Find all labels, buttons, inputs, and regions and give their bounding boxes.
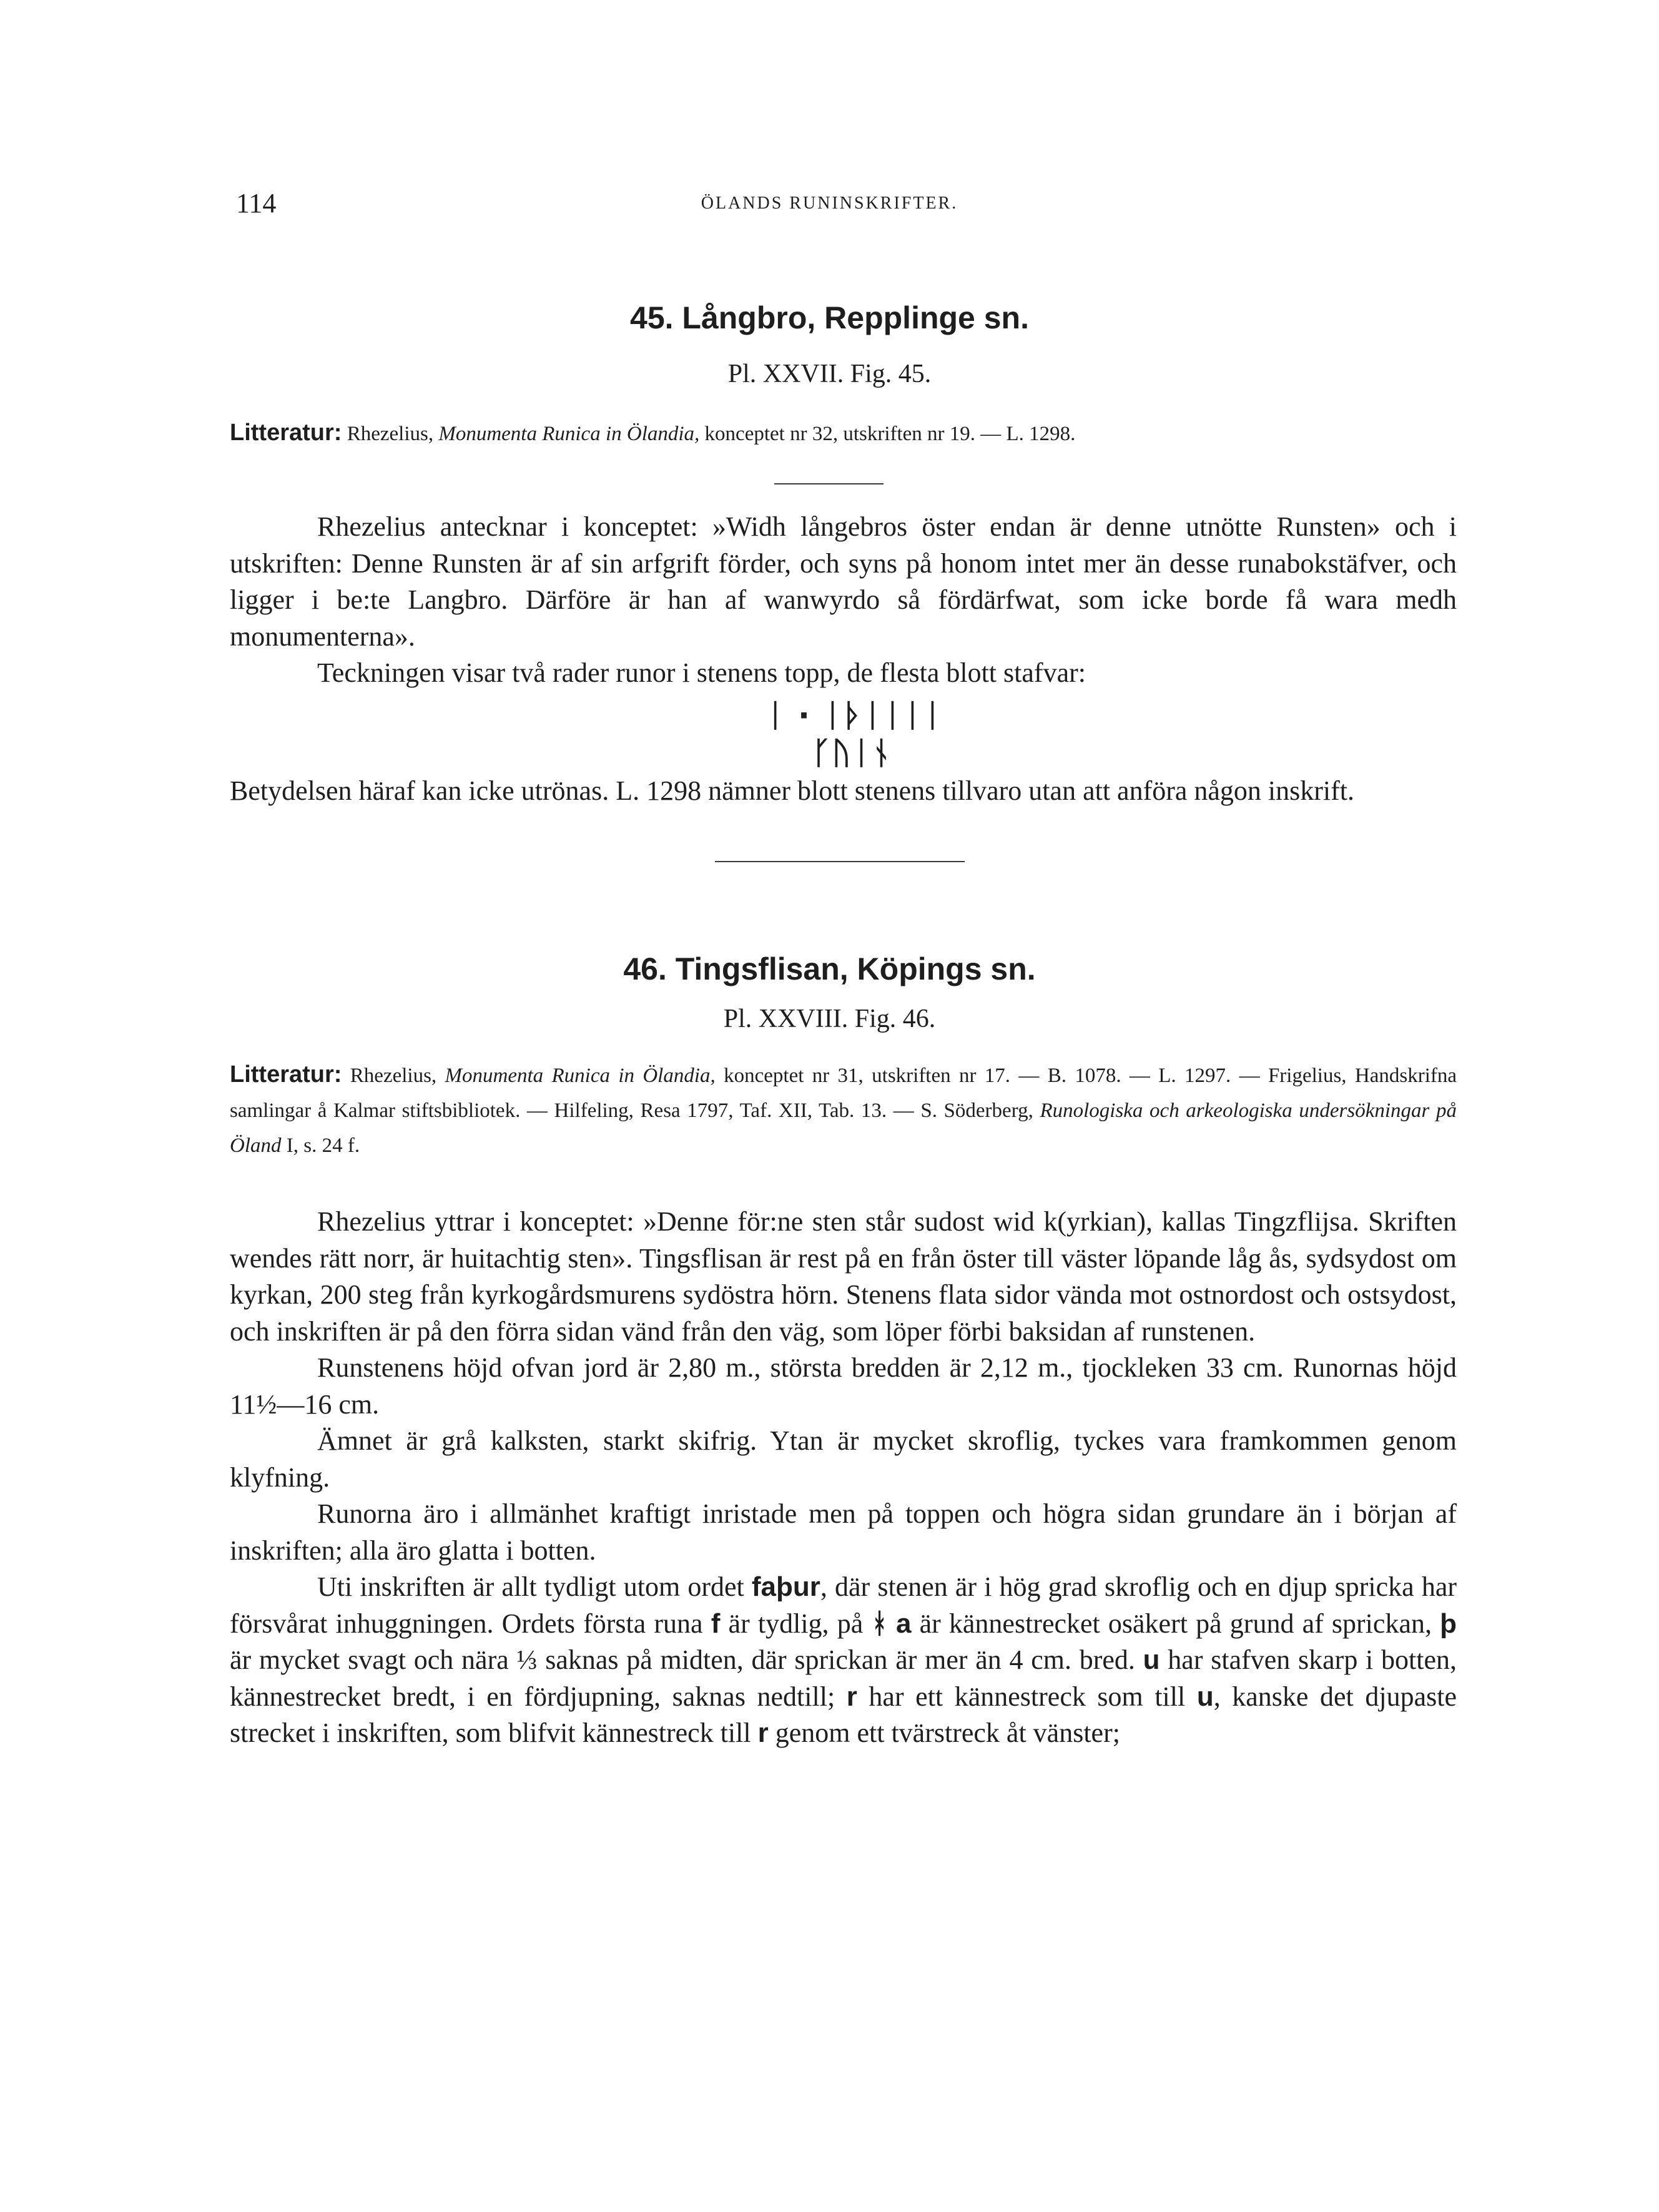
divider: [774, 483, 884, 484]
rune-transliteration: a: [895, 1608, 912, 1639]
text-run: genom ett tvärstreck åt vänster;: [768, 1718, 1120, 1748]
section-46-title: 46. Tingsflisan, Köpings sn.: [623, 951, 1036, 986]
rune-transliteration: f: [711, 1608, 721, 1639]
lit-text: Rhezelius,: [347, 423, 439, 445]
lit-text: Rhezelius,: [350, 1064, 445, 1087]
section-45-literature: [230, 415, 1457, 451]
lit-text: I, s. 24 f.: [281, 1134, 360, 1157]
text-run: , där stenen är i hög grad skroflig och en djup spricka har försvårat inhuggningen. Ordets första runa: [230, 1571, 1457, 1639]
section-45-body-end: [230, 773, 1457, 810]
rune-transliteration: faþur: [751, 1571, 820, 1602]
section-45-title: 45. Långbro, Repplinge sn.: [630, 300, 1029, 335]
page-number: 114: [236, 188, 277, 219]
section-46-plate: Pl. XXVIII. Fig. 46.: [723, 1005, 936, 1033]
paragraph: Runstenens höjd ofvan jord är 2,80 m., största bredden är 2,12 m., tjockleken 33 cm. Runornas höjd 11½—16 cm.: [230, 1352, 1457, 1420]
text-run: Uti inskriften är allt tydligt utom ordet: [317, 1571, 752, 1602]
running-title: ÖLANDS RUNINSKRIFTER.: [701, 194, 958, 213]
divider: [715, 861, 965, 862]
rune-line-2: ᚴᚢᛁᚾ: [812, 735, 892, 771]
section-45-body: [230, 509, 1457, 692]
section-45-plate: Pl. XXVII. Fig. 45.: [727, 360, 932, 388]
rune-transliteration: u: [1196, 1681, 1214, 1712]
rune-transliteration: r: [846, 1681, 857, 1712]
paragraph: Rhezelius antecknar i konceptet: »Widh långebros öster endan är denne utnötte Runsten» och i utskriften: Denne Runsten är af sin arfgrift förder, och syns på honom intet mer än desse runabokstäfver, och ligger i be:te Langbro. Därföre är han af wanwyrdo så fördärfwat, som icke borde få wara medh monumenterna».: [230, 511, 1457, 652]
lit-text: konceptet nr 32, utskriften nr 19. — L. 1298.: [699, 423, 1076, 445]
rune-line-1: ᛁ · ᛁᚦᛁᛁᛁᛁ: [766, 697, 943, 734]
literature-label: Litteratur:: [230, 420, 342, 446]
paragraph: Runorna äro i allmänhet kraftigt inristade men på toppen och högra sidan grundare än i början af inskriften; alla äro glatta i botten.: [230, 1498, 1457, 1566]
section-46-literature: [230, 1057, 1457, 1163]
paragraph: [230, 1569, 1457, 1752]
rune-transliteration: þ: [1440, 1608, 1457, 1639]
text-run: är tydlig, på: [720, 1608, 872, 1639]
text-run: har stafven skarp i botten, kännestrecket bredt, i en fördjupning, saknas nedtill;: [230, 1644, 1457, 1712]
rune-transliteration: r: [757, 1718, 769, 1748]
lit-title: Monumenta Runica in Ölandia,: [445, 1064, 716, 1087]
text-run: , kanske det djupaste strecket i inskriften, som blifvit kännestreck till: [230, 1681, 1457, 1748]
paragraph: Ämnet är grå kalksten, starkt skifrig. Ytan är mycket skroflig, tyckes vara framkommen genom klyfning.: [230, 1425, 1457, 1493]
paragraph: Betydelsen häraf kan icke utrönas. L. 1298 nämner blott stenens tillvaro utan att anföra någon inskrift.: [230, 775, 1355, 806]
paragraph: Rhezelius yttrar i konceptet: »Denne för:ne sten står sudost wid k(yrkian), kallas Tingzflijsa. Skriften wendes rätt norr, är huitachtig sten». Tingsflisan är rest på en från öster till väster löpande låg ås, sydsydost om kyrkan, 200 steg från kyrkogårdsmurens sydöstra hörn. Stenens flata sidor vända mot ostnordost och ostsydost, och inskriften är på den förra sidan vänd från den väg, som löper förbi baksidan af runstenen.: [230, 1206, 1457, 1347]
text-run: har ett kännestreck som till: [857, 1681, 1197, 1712]
literature-label: Litteratur:: [230, 1061, 342, 1088]
lit-text: konceptet nr 31, utskriften nr 17. — B. 1078. — L. 1297. — Frigelius, Handskrifna samlingar å Kalmar stiftsbibliotek. — Hilfeling, Resa 1797, Taf. XII, Tab. 13. — S. Söderberg,: [230, 1064, 1457, 1122]
section-46-body: [230, 1204, 1457, 1752]
text-run: är mycket svagt och nära ⅓ saknas på midten, där sprickan är mer än 4 cm. bred.: [230, 1644, 1143, 1675]
lit-title: Runologiska och arkeologiska undersökningar på Öland: [230, 1099, 1457, 1157]
text-run: är kännestrecket osäkert på grund af sprickan,: [911, 1608, 1440, 1639]
lit-title: Monumenta Runica in Ölandia,: [438, 423, 700, 445]
rune-transliteration: u: [1143, 1644, 1160, 1675]
rune-glyph: ᚼ: [871, 1608, 888, 1639]
paragraph: Teckningen visar två rader runor i stenens topp, de flesta blott stafvar:: [317, 657, 1086, 688]
